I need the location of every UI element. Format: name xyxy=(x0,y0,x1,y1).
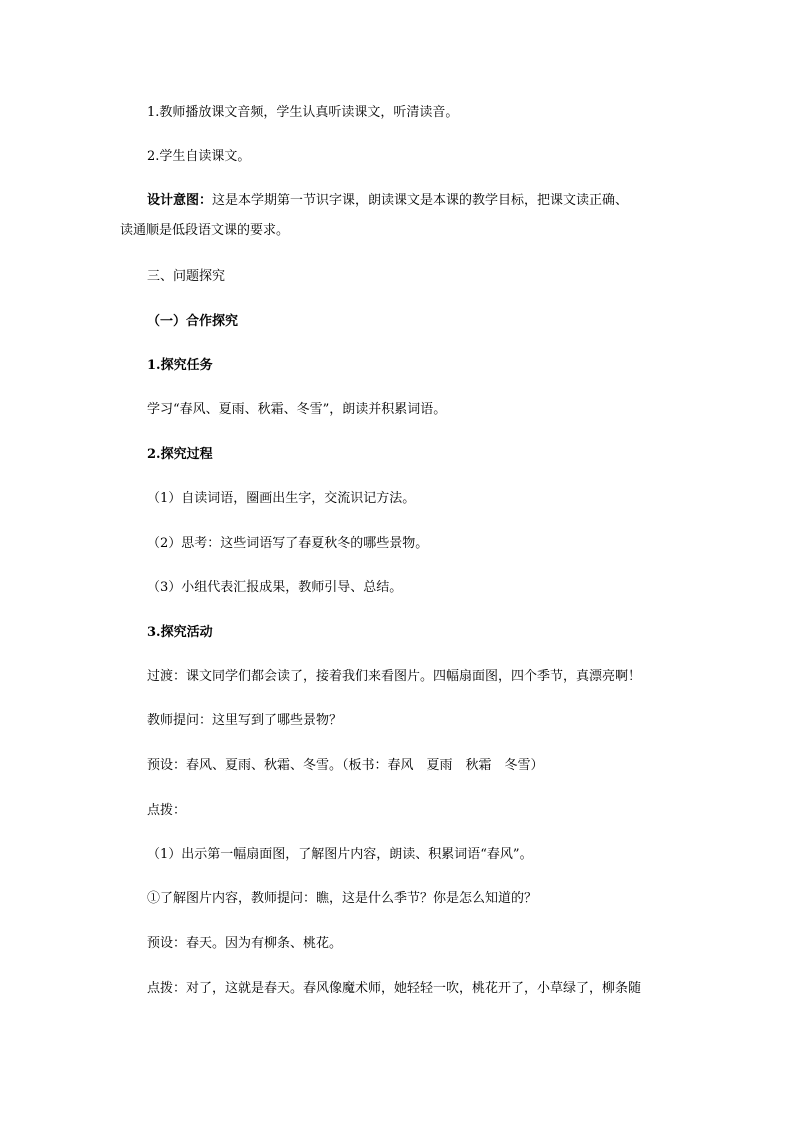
design-intent-text-1: 这是本学期第一节识字课，朗读课文是本课的教学目标，把课文读正确、 xyxy=(212,193,629,208)
process-item-1: （1）自读词语，圈画出生字，交流识记方法。 xyxy=(147,491,416,506)
teacher-question: 教师提问：这里写到了哪些景物？ xyxy=(147,713,343,728)
step-2-text: 2.学生自读课文。 xyxy=(147,149,251,164)
design-intent-label: 设计意图： xyxy=(147,193,213,208)
section-heading-3: 三、问题探究 xyxy=(147,269,226,284)
task-heading: 1.探究任务 xyxy=(147,358,213,373)
guide-item-1: （1）出示第一幅扇面图，了解图片内容，朗读、积累词语“春风”。 xyxy=(147,847,533,862)
transition-text: 过渡：课文同学们都会读了，接着我们来看图片。四幅扇面图，四个季节，真漂亮啊！ xyxy=(147,669,642,684)
guide-label: 点拨： xyxy=(147,803,187,818)
design-intent-line-2: 读通顺是低段语文课的要求。 xyxy=(120,223,290,238)
guide-item-1a: ①了解图片内容，教师提问：瞧，这是什么季节？你是怎么知道的？ xyxy=(147,891,538,906)
process-item-3: （3）小组代表汇报成果，教师引导、总结。 xyxy=(147,580,403,595)
preset-answer-2: 预设：春天。因为有柳条、桃花。 xyxy=(147,936,343,951)
activity-heading: 3.探究活动 xyxy=(147,625,213,640)
process-heading: 2.探究过程 xyxy=(147,447,213,462)
process-item-2: （2）思考：这些词语写了春夏秋冬的哪些景物。 xyxy=(147,536,429,551)
design-intent-line-1 xyxy=(147,192,694,210)
subsection-heading-cooperative: （一）合作探究 xyxy=(147,314,239,329)
guide-text-2: 点拨：对了，这就是春天。春风像魔术师，她轻轻一吹，桃花开了，小草绿了，柳条随 xyxy=(147,981,642,996)
step-1-text: 1.教师播放课文音频，学生认真听读课文，听清读音。 xyxy=(147,105,459,120)
preset-answer-1: 预设：春风、夏雨、秋霜、冬雪。（板书：春风 夏雨 秋霜 冬雪） xyxy=(147,758,544,773)
task-text: 学习“春风、夏雨、秋霜、冬雪”，朗读并积累词语。 xyxy=(147,402,447,417)
